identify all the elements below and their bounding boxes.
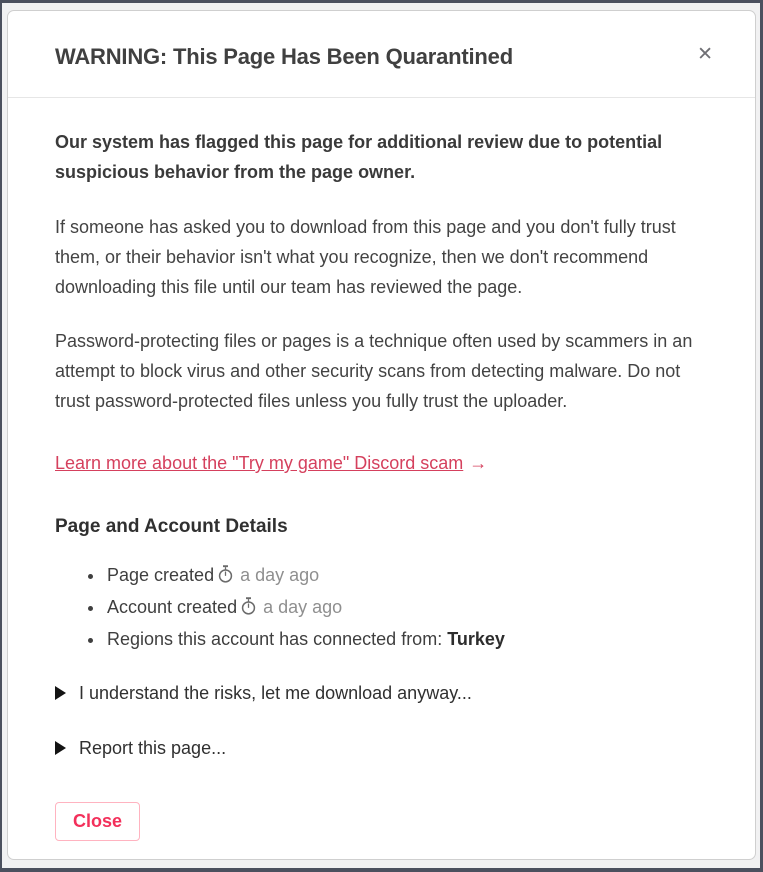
list-item-regions — [105, 624, 707, 654]
advice-paragraph: If someone has asked you to download from this page and you don't fully trust them, or their behavior isn't what you recognize, then we don't recommend downloading this file until our team has reviewed the page. — [55, 217, 676, 297]
detail-label: Regions this account has connected from: — [107, 629, 443, 649]
lightbox-overlay — [2, 3, 760, 868]
details-list — [55, 560, 707, 654]
scam-link-row — [55, 448, 707, 478]
dialog-title: WARNING: This Page Has Been Quarantined — [55, 44, 513, 69]
detail-time: a day ago — [240, 565, 320, 585]
detail-label: Page created — [107, 565, 215, 585]
scam-info-link[interactable]: Learn more about the "Try my game" Discord scam — [55, 453, 464, 473]
details-heading: Page and Account Details — [55, 516, 288, 537]
triangle-right-icon — [55, 686, 66, 700]
intro-paragraph: Our system has flagged this page for additional review due to potential suspicious behavior from the page owner. — [55, 132, 663, 182]
disclosure-report-page[interactable] — [55, 733, 707, 763]
disclosure-label: I understand the risks, let me download anyway... — [79, 683, 472, 703]
dialog-header — [8, 11, 755, 98]
triangle-right-icon — [55, 741, 66, 755]
quarantine-dialog — [7, 10, 756, 860]
password-warning-paragraph: Password-protecting files or pages is a technique often used by scammers in an attempt to block virus and other security scans from detecting malware. Do not trust password-protected files unless you fully trust the uploader. — [55, 331, 693, 411]
dialog-body — [8, 98, 755, 859]
stopwatch-icon — [218, 567, 233, 587]
right-arrow-icon: → — [469, 453, 488, 473]
detail-label: Account created — [107, 597, 238, 617]
region-value: Turkey — [447, 629, 505, 649]
close-icon[interactable]: ✕ — [697, 44, 713, 65]
stopwatch-icon — [241, 599, 256, 619]
close-button[interactable]: Close — [55, 802, 140, 841]
list-item-page-created — [105, 560, 707, 592]
disclosure-download-anyway[interactable] — [55, 678, 707, 708]
list-item-account-created — [105, 592, 707, 624]
disclosure-label: Report this page... — [79, 738, 227, 758]
detail-time: a day ago — [263, 597, 343, 617]
